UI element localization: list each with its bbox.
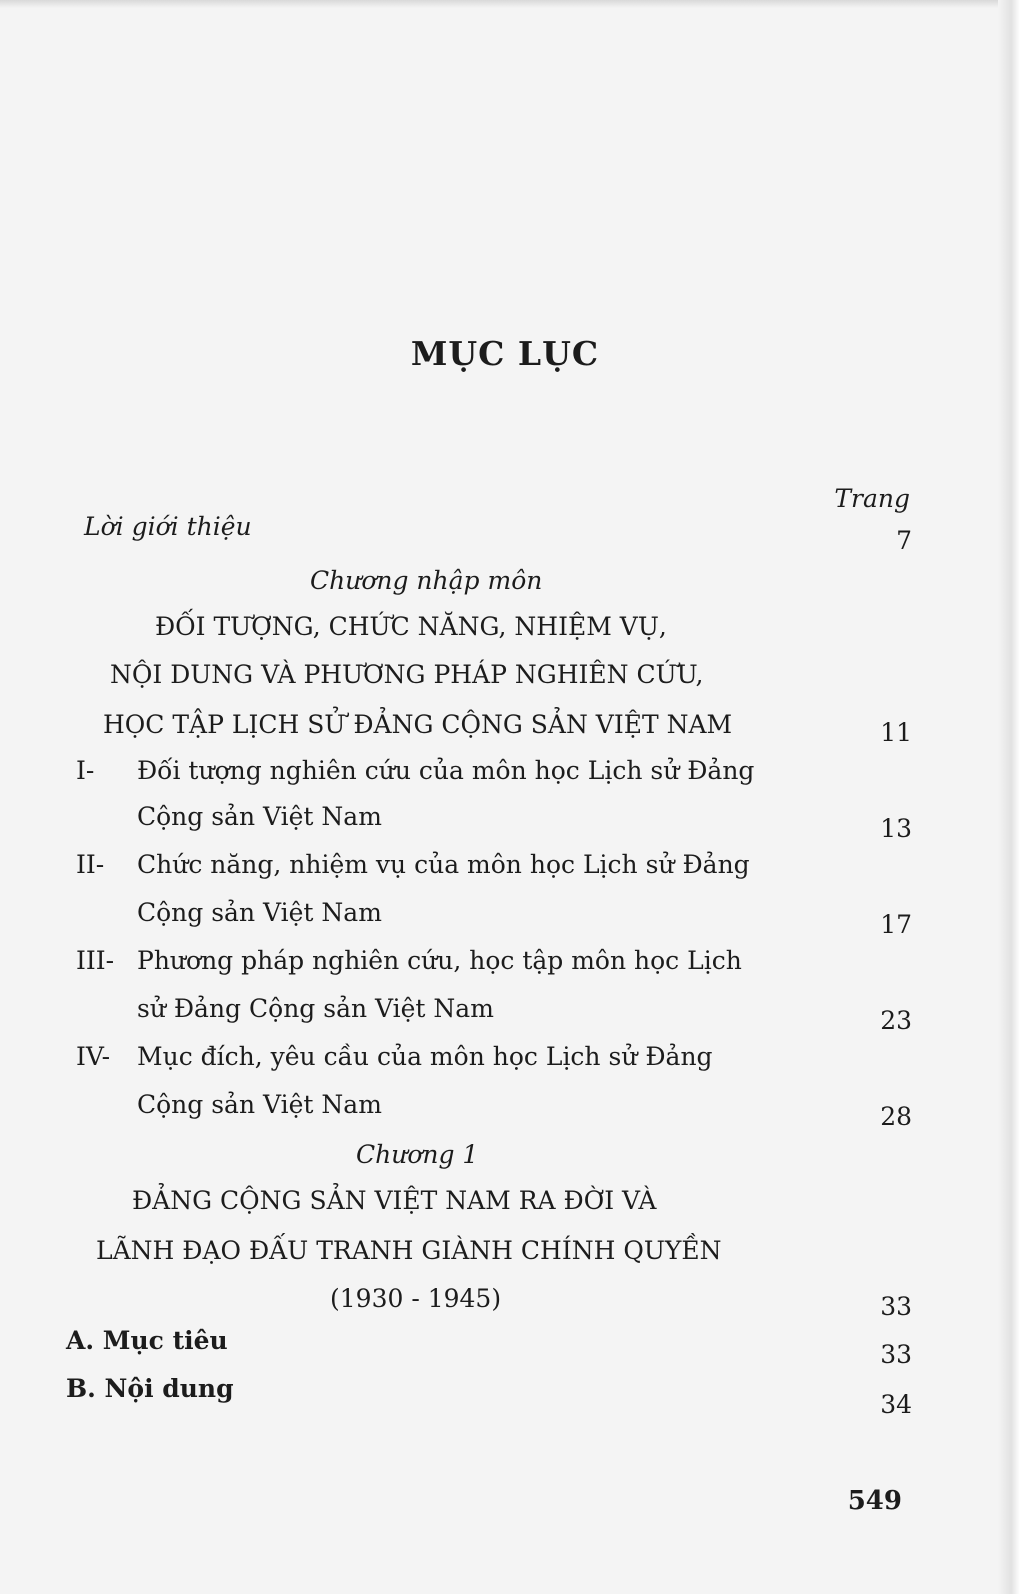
chapter-title-line: (1930 - 1945) <box>330 1284 502 1313</box>
section-title: Cộng sản Việt Nam <box>137 1090 382 1119</box>
section-title: sử Đảng Cộng sản Việt Nam <box>137 994 494 1023</box>
section-numeral: IV- <box>76 1042 111 1071</box>
toc-page-number: 17 <box>880 910 912 939</box>
chapter-label: Chương 1 <box>356 1140 479 1169</box>
section-title: Cộng sản Việt Nam <box>137 802 382 831</box>
toc-entry-intro: Lời giới thiệu <box>84 512 252 541</box>
toc-page-number: 23 <box>880 1006 912 1035</box>
section-numeral: I- <box>76 756 95 785</box>
chapter-title-line: ĐẢNG CỘNG SẢN VIỆT NAM RA ĐỜI VÀ <box>132 1186 657 1215</box>
page-number: 549 <box>847 1486 902 1516</box>
chapter-title-line: HỌC TẬP LỊCH SỬ ĐẢNG CỘNG SẢN VIỆT NAM <box>103 710 733 739</box>
toc-page-number: 28 <box>880 1102 912 1131</box>
toc-page-number: 11 <box>880 718 912 747</box>
page-edge <box>0 0 1020 8</box>
part-title: B. Nội dung <box>66 1374 234 1403</box>
toc-page-number: 34 <box>880 1390 912 1419</box>
section-title: Phương pháp nghiên cứu, học tập môn học Lịch <box>137 946 742 975</box>
part-title: A. Mục tiêu <box>66 1326 228 1355</box>
page-column-label: Trang <box>834 484 910 513</box>
section-numeral: III- <box>76 946 115 975</box>
toc-page-number: 33 <box>880 1292 912 1321</box>
section-title: Đối tượng nghiên cứu của môn học Lịch sử Đảng <box>137 756 755 785</box>
section-title: Chức năng, nhiệm vụ của môn học Lịch sử Đảng <box>137 850 750 879</box>
toc-page-number: 33 <box>880 1340 912 1369</box>
page-title: MỤC LỤC <box>410 334 600 373</box>
chapter-title-line: ĐỐI TƯỢNG, CHỨC NĂNG, NHIỆM VỤ, <box>155 612 667 641</box>
section-title: Mục đích, yêu cầu của môn học Lịch sử Đảng <box>137 1042 713 1071</box>
toc-page-number: 13 <box>880 814 912 843</box>
chapter-title-line: LÃNH ĐẠO ĐẤU TRANH GIÀNH CHÍNH QUYỀN <box>96 1236 722 1265</box>
chapter-label: Chương nhập môn <box>310 566 543 595</box>
toc-page-number: 7 <box>896 526 912 555</box>
page-edge <box>998 0 1020 1594</box>
section-numeral: II- <box>76 850 105 879</box>
chapter-title-line: NỘI DUNG VÀ PHƯƠNG PHÁP NGHIÊN CỨU, <box>110 660 704 689</box>
section-title: Cộng sản Việt Nam <box>137 898 382 927</box>
